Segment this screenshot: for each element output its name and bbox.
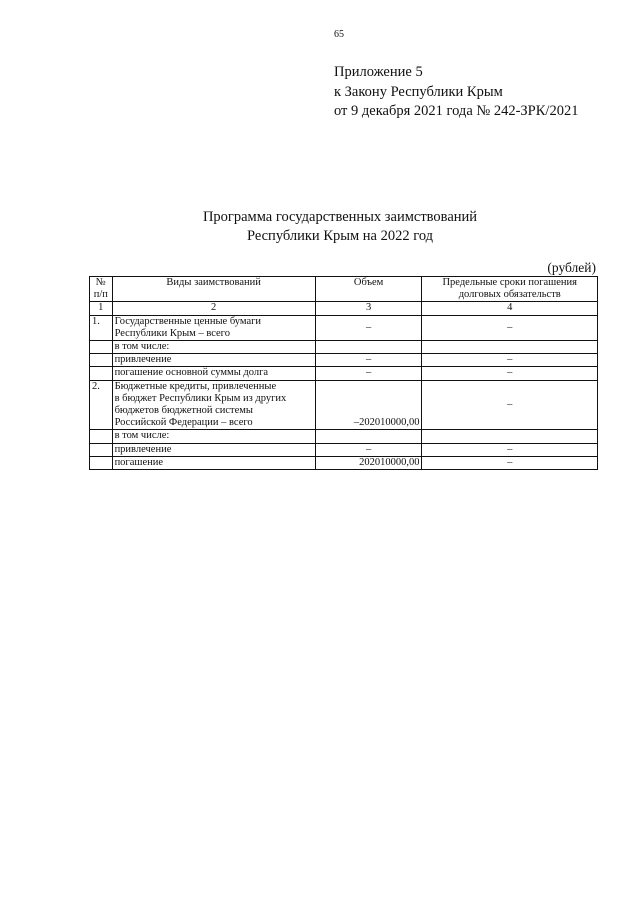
table-row [90,315,598,340]
row-volume: 202010000,00 [315,456,422,469]
header-text: Предельные сроки погашения [442,277,577,288]
header-text: п/п [93,289,108,301]
row-number [90,367,113,380]
column-number: 2 [112,302,315,315]
column-number-row [90,302,598,315]
row-type [112,380,315,430]
header-cell-terms [422,277,598,302]
column-number: 1 [90,302,113,315]
row-type: погашение основной суммы долга [112,367,315,380]
row-number [90,443,113,456]
row-type: привлечение [112,354,315,367]
row-type-text: Российской Федерации – всего [114,417,253,429]
table-row [90,443,598,456]
row-type-text: в бюджет Республики Крым из других [114,392,287,404]
borrowings-table [89,276,598,470]
row-volume: – [315,315,422,340]
row-type: погашение [112,456,315,469]
row-number [90,430,113,443]
row-terms: – [422,315,598,340]
row-volume [315,430,422,443]
document-title [140,208,540,246]
row-type-text: Государственные ценные бумаги [114,315,262,327]
appendix-line: Приложение 5 [334,64,423,80]
row-number [90,354,113,367]
table-row [90,380,598,430]
row-volume: – [315,443,422,456]
table-row [90,430,598,443]
header-text: долговых обязательств [458,289,561,301]
row-type [112,315,315,340]
row-terms [422,430,598,443]
title-line: Программа государственных заимствований [202,209,478,225]
appendix-line: к Закону Республики Крым [334,83,503,100]
row-type-text: бюджетов бюджетной системы [114,405,253,417]
row-terms [422,341,598,354]
row-type-text: Бюджетные кредиты, привлеченные [114,380,277,392]
table-header-row [90,277,598,302]
row-volume: – [315,367,422,380]
table-row [90,354,598,367]
table-row [90,367,598,380]
row-type-text: Республики Крым – всего [114,327,230,339]
row-terms: – [422,354,598,367]
row-terms: – [422,443,598,456]
row-volume: –202010000,00 [315,380,422,430]
row-terms: – [422,456,598,469]
header-text: № [95,277,106,288]
row-volume: – [315,354,422,367]
row-type: в том числе: [112,341,315,354]
column-number: 4 [422,302,598,315]
header-cell-volume: Объем [315,277,422,302]
row-volume [315,341,422,354]
unit-note: (рублей) [547,260,596,275]
header-cell-type: Виды заимствований [112,277,315,302]
column-number: 3 [315,302,422,315]
table-row [90,456,598,469]
row-number [90,341,113,354]
header-cell-num [90,277,113,302]
row-terms: – [422,367,598,380]
row-number: 1. [90,315,113,340]
row-number [90,456,113,469]
appendix-heading [334,63,578,122]
row-type: привлечение [112,443,315,456]
page-number: 65 [334,29,344,40]
table-row [90,341,598,354]
title-line: Республики Крым на 2022 год [246,228,434,244]
appendix-line: от 9 декабря 2021 года № 242-ЗРК/2021 [334,103,579,119]
row-number: 2. [90,380,113,430]
row-type: в том числе: [112,430,315,443]
row-terms: – [422,380,598,430]
